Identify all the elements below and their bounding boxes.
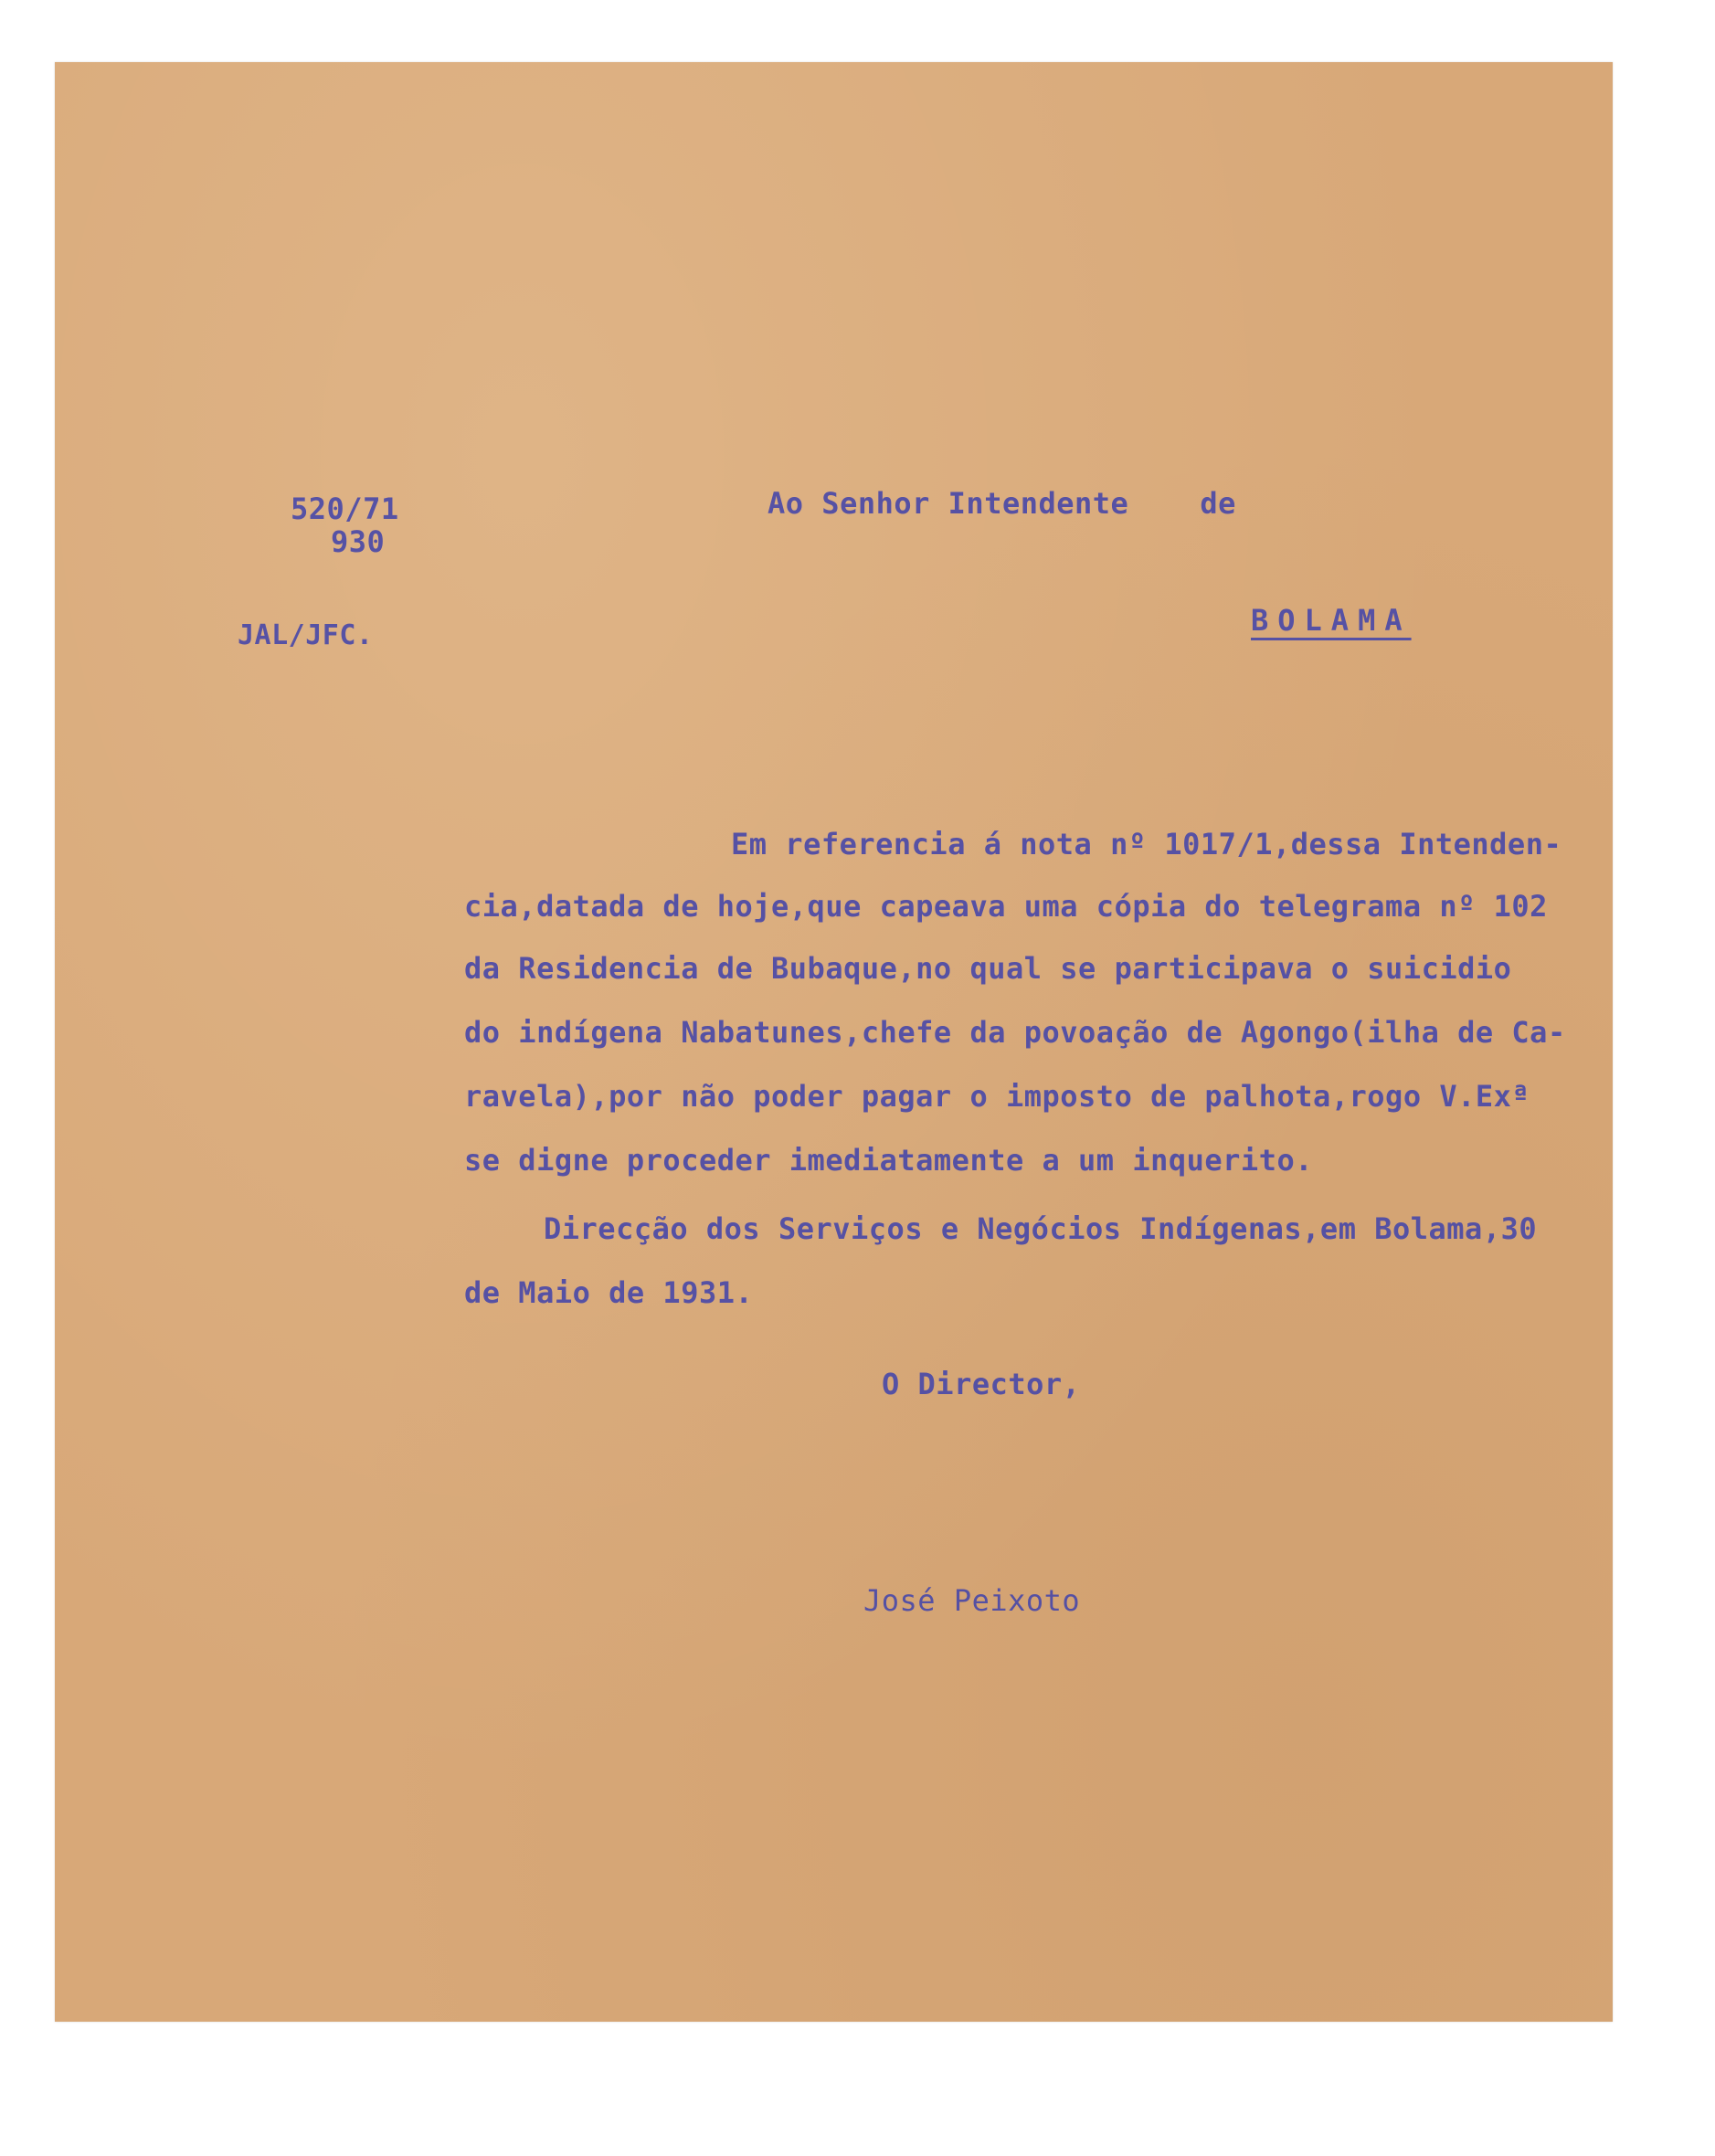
closing-title: O Director, xyxy=(882,1367,1081,1401)
addressee-line xyxy=(768,486,1236,521)
body-line: cia,datada de hoje,que capeava uma cópia do telegrama nº 102 xyxy=(464,889,1548,924)
reference-sub-number: 930 xyxy=(331,524,386,559)
addressee-suffix: de xyxy=(1200,486,1236,521)
body-line: Em referencia á nota nº 1017/1,dessa Intenden- xyxy=(731,827,1562,861)
body-line: do indígena Nabatunes,chefe da povoação de Agongo(ilha de Ca- xyxy=(464,1015,1566,1050)
body-line: de Maio de 1931. xyxy=(464,1275,754,1310)
body-line: Direcção dos Serviços e Negócios Indígenas,em Bolama,30 xyxy=(544,1211,1538,1246)
signatory-name: José Peixoto xyxy=(863,1583,1081,1618)
body-line: da Residencia de Bubaque,no qual se participava o suicidio xyxy=(464,951,1512,986)
typist-initials: JAL/JFC. xyxy=(238,619,374,651)
addressee: Ao Senhor Intendente xyxy=(768,486,1129,521)
addressee-city: BOLAMA xyxy=(1251,603,1412,638)
reference-number: 520/71 xyxy=(291,491,399,526)
document-page xyxy=(55,62,1613,2022)
body-line: se digne proceder imediatamente a um inquerito. xyxy=(464,1143,1313,1178)
body-line: ravela),por não poder pagar o imposto de palhota,rogo V.Exª xyxy=(464,1079,1530,1114)
